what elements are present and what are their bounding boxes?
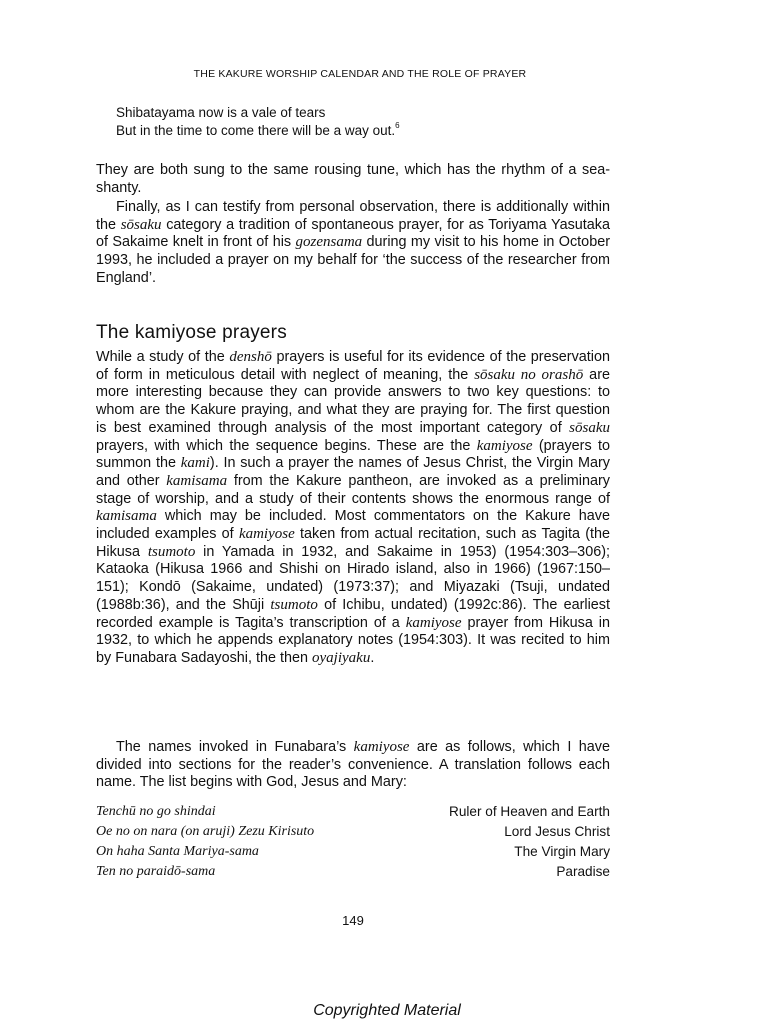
name-row xyxy=(96,822,610,842)
p2-e: during my visit to his home in October 1993, he included a prayer on my behalf for ‘the success of the researcher from England’. xyxy=(96,234,610,286)
p3-s24: oyajiyaku xyxy=(312,649,371,666)
p3-s2: denshō xyxy=(229,349,272,365)
p3-s6: sōsaku xyxy=(569,419,610,436)
p3-s10: kami xyxy=(180,455,210,472)
running-head: THE KAKURE WORSHIP CALENDAR AND THE ROLE OF PRAYER xyxy=(193,68,527,80)
name-translation: The Virgin Mary xyxy=(514,844,610,859)
paragraph-2 xyxy=(96,199,610,288)
name-japanese: Ten no paraidō-sama xyxy=(96,864,216,879)
p3-s11: ). In such a prayer the names of Jesus Christ, the Virgin Mary and other xyxy=(96,455,610,489)
p4-b: kamiyose xyxy=(353,739,410,755)
p4-a: The names invoked in Funabara’s xyxy=(116,739,354,755)
name-row xyxy=(96,862,610,882)
p3-s15: which may be included. Most commentators on the Kakure have included examples of xyxy=(96,508,610,543)
verse-line-2 xyxy=(116,122,400,140)
p3-s9: (prayers to summon the xyxy=(96,437,610,472)
p2-c: category a tradition of spontaneous prayer, for as Toriyama Yasutaka of Sakaime knelt in front of his xyxy=(96,216,610,251)
p3-s5: are more interesting because they can provide answers to two key questions: to whom are the Kakure praying, and what they are praying for. The first question is best examined through analysis of the most important category of xyxy=(96,366,610,436)
p3-s3: prayers is useful for its evidence of the preservation of form in meticulous detail with neglect of meaning, the xyxy=(96,349,610,383)
p3-s13: from the Kakure pantheon, are invoked as a preliminary stage of worship, and a study of their contents shows the enormous range of xyxy=(96,472,610,507)
name-translation: Lord Jesus Christ xyxy=(504,824,610,839)
p2-b: sōsaku xyxy=(120,216,162,233)
p3-s25: . xyxy=(370,649,375,666)
verse-quote xyxy=(116,104,400,140)
p2-d: gozensama xyxy=(295,234,363,251)
paragraph-3 xyxy=(96,349,610,668)
p3-s8: kamiyose xyxy=(476,437,533,454)
name-row xyxy=(96,802,610,822)
copyright-notice: Copyrighted Material xyxy=(313,1002,461,1019)
name-list xyxy=(96,802,610,882)
name-translation: Paradise xyxy=(556,864,610,879)
p3-s16: kamiyose xyxy=(238,526,295,543)
p3-s21: of Ichibu, undated) (1992c:86). The earliest recorded example is Tagita’s transcription of a xyxy=(96,596,610,631)
p3-s14: kamisama xyxy=(96,508,157,525)
paragraph-1: They are both sung to the same rousing tune, which has the rhythm of a sea-shanty. xyxy=(96,162,610,196)
name-japanese: On haha Santa Mariya-sama xyxy=(96,844,259,859)
name-row xyxy=(96,842,610,862)
p3-s23: prayer from Hikusa in 1932, to which he appends explanatory notes (1954:303). It was recited to him by Funabara Sadayoshi, the then xyxy=(96,614,610,666)
p3-s17: taken from actual recitation, such as Tagita (the Hikusa xyxy=(96,526,610,560)
p3-s4: sōsaku no orashō xyxy=(474,366,584,383)
name-japanese: Oe no on nara (on aruji) Zezu Kirisuto xyxy=(96,824,315,839)
p3-s7: prayers, with which the sequence begins. These are the xyxy=(96,437,477,454)
p2-a: Finally, as I can testify from personal observation, there is additionally within the xyxy=(96,199,610,233)
p3-s12: kamisama xyxy=(166,472,228,489)
name-japanese: Tenchū no go shindai xyxy=(96,804,216,819)
p3-s19: in Yamada in 1932, and Sakaime in 1953) (1954:303–306); Kataoka (Hikusa 1966 and Shishi on Hirado island, also in 1966) (1967:150–151); Kondō (Sakaime, undated) (1973:37); and Miyazaki (Tsuji, undated (1988b:36), and the Shūji xyxy=(96,543,610,613)
section-heading: The kamiyose prayers xyxy=(96,322,287,343)
p4-c: are as follows, which I have divided into sections for the reader’s convenience. A translation follows each name. The list begins with God, Jesus and Mary: xyxy=(96,739,610,791)
p3-s1: While a study of the xyxy=(96,349,230,365)
note-reference: 6 xyxy=(395,120,400,130)
p3-s20: tsumoto xyxy=(270,596,318,613)
verse-line-1: Shibatayama now is a vale of tears xyxy=(116,105,326,120)
p3-s18: tsumoto xyxy=(147,543,196,560)
paragraph-4 xyxy=(96,739,610,792)
verse-line-2-text: But in the time to come there will be a way out. xyxy=(116,123,396,138)
p3-s22: kamiyose xyxy=(405,614,462,631)
name-translation: Ruler of Heaven and Earth xyxy=(449,804,610,819)
page-number: 149 xyxy=(342,913,364,928)
